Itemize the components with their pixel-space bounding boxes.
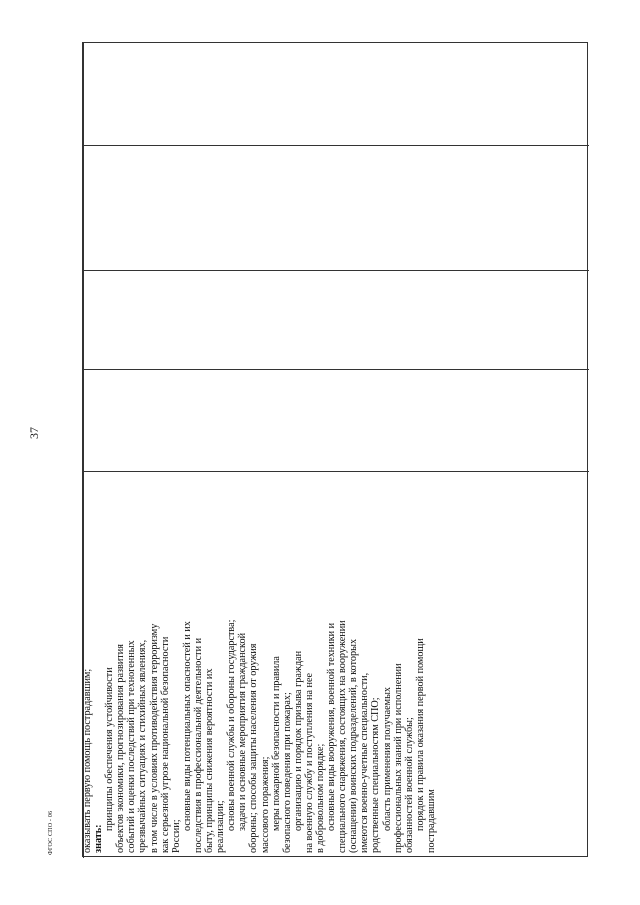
row-divider xyxy=(83,369,589,370)
text-line: организацию и порядок призыва граждан xyxy=(292,650,304,831)
knowledge-cell xyxy=(82,470,437,857)
text-line: массового поражения; xyxy=(259,756,271,853)
text-line: основные виды потенциальных опасностей и их xyxy=(181,621,193,831)
text-line: чрезвычайных ситуациях и стихийных явлениях, xyxy=(137,639,149,853)
text-line: задачи и основные мероприятия гражданской xyxy=(237,632,249,831)
document-footer: ФГОС СПО - 06 xyxy=(48,810,54,855)
text-line: пострадавшим xyxy=(425,789,437,853)
text-line: специального снаряжения, состоящих на вооружении xyxy=(337,620,349,853)
row-divider xyxy=(83,145,589,146)
text-line: обязанностей военной службы; xyxy=(403,717,415,853)
text-line: в добровольном порядке; xyxy=(314,743,326,853)
row-divider xyxy=(83,270,589,271)
text-line: профессиональных знаний при исполнении xyxy=(392,663,404,853)
text-line: событий и оценки последствий при техногенных xyxy=(126,640,138,853)
text-line: меры пожарной безопасности и правила xyxy=(270,656,282,831)
text-line: на военную службу и поступления на нее xyxy=(303,672,315,853)
text-line: принципы обеспечения устойчивости xyxy=(104,667,116,831)
text-line: родственные специальностям СПО; xyxy=(370,697,382,853)
text-line: (оснащении) воинских подразделений, в которых xyxy=(348,638,360,853)
text-line: объектов экономики, прогнозирования развития xyxy=(115,644,127,853)
section-heading: знать: xyxy=(93,824,105,853)
text-line: реализации; xyxy=(215,800,227,853)
text-line: область применения получаемых xyxy=(381,686,393,831)
text-line: порядок и правила оказания первой помощи xyxy=(414,638,426,831)
page-number: 37 xyxy=(27,427,41,439)
text-line: безопасного поведения при пожарах; xyxy=(281,692,293,853)
text-line: основы военной службы и обороны государства; xyxy=(226,619,238,831)
text-line: последствия в профессиональной деятельности и xyxy=(192,637,204,853)
text-line: обороны; способы защиты населения от оружия xyxy=(248,643,260,853)
text-line: имеются военно-учетные специальности, xyxy=(359,672,371,853)
text-line: в том числе в условиях противодействия терроризму xyxy=(148,623,160,853)
text-line: как серьезной угрозе национальной безопасности xyxy=(159,636,171,853)
text-line: России; xyxy=(170,819,182,853)
text-line: быту, принципы снижения вероятности их xyxy=(204,668,216,853)
text-line: основные виды вооружения, военной техники и xyxy=(326,622,338,831)
text-line: оказывать первую помощь пострадавшим; xyxy=(82,668,93,853)
